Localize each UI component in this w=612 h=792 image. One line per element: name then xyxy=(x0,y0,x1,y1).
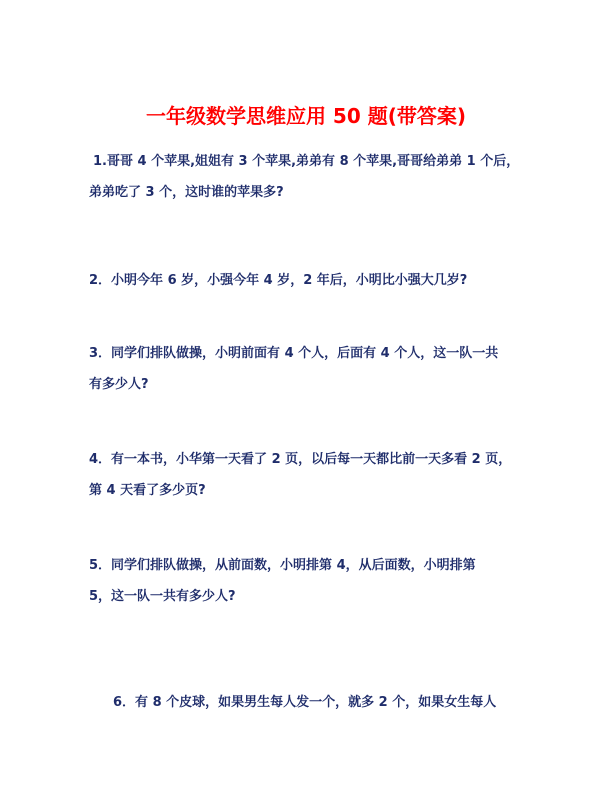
question-4 xyxy=(89,444,539,506)
question-1-line-2: 弟弟吃了 3 个，这时谁的苹果多? xyxy=(89,185,284,200)
question-1 xyxy=(89,146,539,208)
question-4-line-1: 4．有一本书，小华第一天看了 2 页，以后每一天都比前一天多看 2 页， xyxy=(89,452,512,467)
question-2 xyxy=(89,265,539,296)
question-4-line-2: 第 4 天看了多少页? xyxy=(89,483,206,498)
question-1-line-1: 1.哥哥 4 个苹果,姐姐有 3 个苹果,弟弟有 8 个苹果,哥哥给弟弟 1 个后， xyxy=(93,154,520,169)
question-3-line-2: 有多少人? xyxy=(89,377,149,392)
question-6-line-1: 6．有 8 个皮球，如果男生每人发一个，就多 2 个，如果女生每人 xyxy=(113,695,497,710)
question-2-line-1: 2．小明今年 6 岁，小强今年 4 岁，2 年后，小明比小强大几岁? xyxy=(89,273,468,288)
question-3 xyxy=(89,338,539,400)
question-6 xyxy=(89,687,539,718)
question-5-line-2: 5，这一队一共有多少人? xyxy=(89,589,236,604)
question-3-line-1: 3．同学们排队做操，小明前面有 4 个人，后面有 4 个人，这一队一共 xyxy=(89,346,499,361)
document-title: 一年级数学思维应用 50 题(带答案) xyxy=(145,104,467,129)
question-5-line-1: 5．同学们排队做操，从前面数，小明排第 4，从后面数，小明排第 xyxy=(89,558,476,573)
question-5 xyxy=(89,550,539,612)
